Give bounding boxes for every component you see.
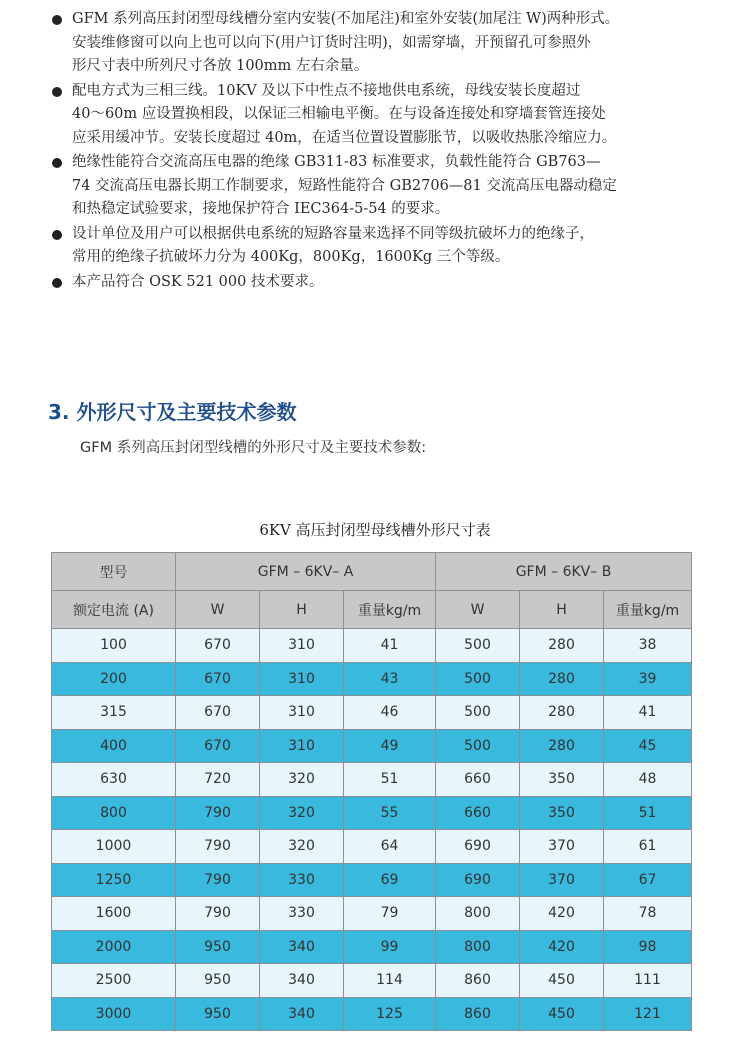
table-cell: 340	[260, 997, 344, 1031]
table-cell: 370	[520, 830, 604, 864]
table-row	[52, 796, 692, 830]
table-cell: 330	[260, 863, 344, 897]
table-cell: 420	[520, 897, 604, 931]
table-cell: 125	[344, 997, 436, 1031]
bullet-line: 形尺寸表中所列尺寸各放 100mm 左右余量。	[72, 58, 369, 74]
table-cell: 67	[604, 863, 692, 897]
table-cell: 800	[52, 796, 176, 830]
table-cell: 61	[604, 830, 692, 864]
table-cell: 660	[436, 796, 520, 830]
table-cell: 320	[260, 796, 344, 830]
table-cell: 950	[176, 930, 260, 964]
table-cell: 55	[344, 796, 436, 830]
table-cell: 1600	[52, 897, 176, 931]
col-w-a: W	[176, 591, 260, 629]
table-cell: 670	[176, 662, 260, 696]
table-row	[52, 830, 692, 864]
table-cell: 720	[176, 763, 260, 797]
table-cell: 670	[176, 629, 260, 663]
table-title: 6KV 高压封闭型母线槽外形尺寸表	[259, 521, 491, 539]
bullet-dot-icon	[52, 15, 62, 25]
bullet-dot-icon	[52, 230, 62, 240]
table-cell: 100	[52, 629, 176, 663]
table-cell: 860	[436, 997, 520, 1031]
current-label: 额定电流 (A)	[52, 591, 176, 629]
table-row	[52, 763, 692, 797]
table-cell: 670	[176, 696, 260, 730]
table-header	[52, 553, 692, 629]
bullet-dot-icon	[52, 158, 62, 168]
table-cell: 51	[604, 796, 692, 830]
table-cell: 500	[436, 662, 520, 696]
bullet-line: 74 交流高压电器长期工作制要求，短路性能符合 GB2706—81 交流高压电器动稳定	[72, 177, 617, 194]
col-weight-b: 重量kg/m	[604, 591, 692, 629]
table-cell: 49	[344, 729, 436, 763]
table-cell: 39	[604, 662, 692, 696]
bullet-list	[48, 8, 708, 295]
bullet-line: 绝缘性能符合交流高压电器的绝缘 GB311-83 标准要求，负载性能符合 GB763—	[72, 154, 601, 170]
spec-table	[51, 552, 692, 1031]
table-cell: 950	[176, 997, 260, 1031]
table-cell: 69	[344, 863, 436, 897]
table-cell: 200	[52, 662, 176, 696]
bullet-line: 配电方式为三相三线。10KV 及以下中性点不接地供电系统，母线安装长度超过	[72, 82, 581, 99]
model-label: 型号	[52, 553, 176, 591]
header-row	[52, 591, 692, 629]
bullet-item	[48, 223, 708, 270]
table-cell: 310	[260, 729, 344, 763]
group-b-header: GFM – 6KV– B	[436, 553, 692, 591]
table-row	[52, 629, 692, 663]
table-cell: 790	[176, 796, 260, 830]
table-row	[52, 662, 692, 696]
table-cell: 350	[520, 763, 604, 797]
bullet-line: 常用的绝缘子抗破坏力分为 400Kg，800Kg，1600Kg 三个等级。	[72, 249, 510, 265]
group-a-header: GFM – 6KV– A	[176, 553, 436, 591]
table-cell: 790	[176, 830, 260, 864]
table-cell: 670	[176, 729, 260, 763]
bullet-dot-icon	[52, 278, 62, 288]
table-cell: 38	[604, 629, 692, 663]
table-cell: 41	[344, 629, 436, 663]
col-w-b: W	[436, 591, 520, 629]
table-cell: 99	[344, 930, 436, 964]
table-cell: 310	[260, 662, 344, 696]
table-cell: 280	[520, 629, 604, 663]
table-cell: 340	[260, 930, 344, 964]
table-cell: 320	[260, 763, 344, 797]
table-cell: 310	[260, 696, 344, 730]
table-cell: 280	[520, 696, 604, 730]
col-weight-a: 重量kg/m	[344, 591, 436, 629]
table-row	[52, 729, 692, 763]
table-cell: 51	[344, 763, 436, 797]
table-cell: 98	[604, 930, 692, 964]
table-cell: 78	[604, 897, 692, 931]
table-cell: 2000	[52, 930, 176, 964]
bullet-line: 40～60m 应设置换相段，以保证三相输电平衡。在与设备连接处和穿墙套管连接处	[72, 106, 606, 122]
col-h-b: H	[520, 591, 604, 629]
col-h-a: H	[260, 591, 344, 629]
table-cell: 280	[520, 662, 604, 696]
table-cell: 315	[52, 696, 176, 730]
table-cell: 3000	[52, 997, 176, 1031]
table-cell: 320	[260, 830, 344, 864]
table-row	[52, 696, 692, 730]
table-row	[52, 997, 692, 1031]
table-cell: 690	[436, 830, 520, 864]
table-row	[52, 897, 692, 931]
bullet-line: 设计单位及用户可以根据供电系统的短路容量来选择不同等级抗破坏力的绝缘子，	[72, 225, 594, 242]
table-cell: 1250	[52, 863, 176, 897]
bullet-dot-icon	[52, 87, 62, 97]
table-cell: 121	[604, 997, 692, 1031]
table-cell: 500	[436, 729, 520, 763]
bullet-item	[48, 271, 708, 295]
table-cell: 330	[260, 897, 344, 931]
table-cell: 79	[344, 897, 436, 931]
section-title: 3. 外形尺寸及主要技术参数	[48, 400, 297, 424]
table-row	[52, 863, 692, 897]
table-cell: 420	[520, 930, 604, 964]
table-cell: 800	[436, 930, 520, 964]
table-cell: 370	[520, 863, 604, 897]
table-cell: 280	[520, 729, 604, 763]
table-cell: 690	[436, 863, 520, 897]
table-cell: 46	[344, 696, 436, 730]
bullet-line: GFM 系列高压封闭型母线槽分室内安装(不加尾注)和室外安装(加尾注 W)两种形式。	[72, 11, 620, 27]
table-cell: 43	[344, 662, 436, 696]
bullet-item	[48, 8, 708, 79]
table-cell: 450	[520, 964, 604, 998]
table-cell: 2500	[52, 964, 176, 998]
table-cell: 790	[176, 897, 260, 931]
table-cell: 500	[436, 629, 520, 663]
table-cell: 45	[604, 729, 692, 763]
table-cell: 400	[52, 729, 176, 763]
bullet-item	[48, 151, 708, 222]
table-row	[52, 930, 692, 964]
table-cell: 450	[520, 997, 604, 1031]
table-cell: 64	[344, 830, 436, 864]
table-cell: 310	[260, 629, 344, 663]
bullet-line: 和热稳定试验要求，接地保护符合 IEC364-5-54 的要求。	[72, 201, 450, 217]
table-cell: 950	[176, 964, 260, 998]
table-cell: 350	[520, 796, 604, 830]
table-body	[52, 629, 692, 1031]
table-cell: 48	[604, 763, 692, 797]
table-cell: 114	[344, 964, 436, 998]
table-cell: 790	[176, 863, 260, 897]
bullet-line: 本产品符合 OSK 521 000 技术要求。	[72, 273, 324, 290]
table-cell: 860	[436, 964, 520, 998]
header-row	[52, 553, 692, 591]
table-row	[52, 964, 692, 998]
table-cell: 1000	[52, 830, 176, 864]
table-cell: 630	[52, 763, 176, 797]
table-cell: 500	[436, 696, 520, 730]
section-subtitle: GFM 系列高压封闭型线槽的外形尺寸及主要技术参数:	[80, 440, 427, 456]
bullet-line: 安装维修窗可以向上也可以向下(用户订货时注明)，如需穿墙，开预留孔可参照外	[72, 34, 591, 51]
table-cell: 800	[436, 897, 520, 931]
table-cell: 660	[436, 763, 520, 797]
table-cell: 111	[604, 964, 692, 998]
table-cell: 340	[260, 964, 344, 998]
table-cell: 41	[604, 696, 692, 730]
bullet-line: 应采用缓冲节。安装长度超过 40m，在适当位置设置膨胀节，以吸收热胀冷缩应力。	[72, 129, 617, 146]
bullet-item	[48, 80, 708, 151]
